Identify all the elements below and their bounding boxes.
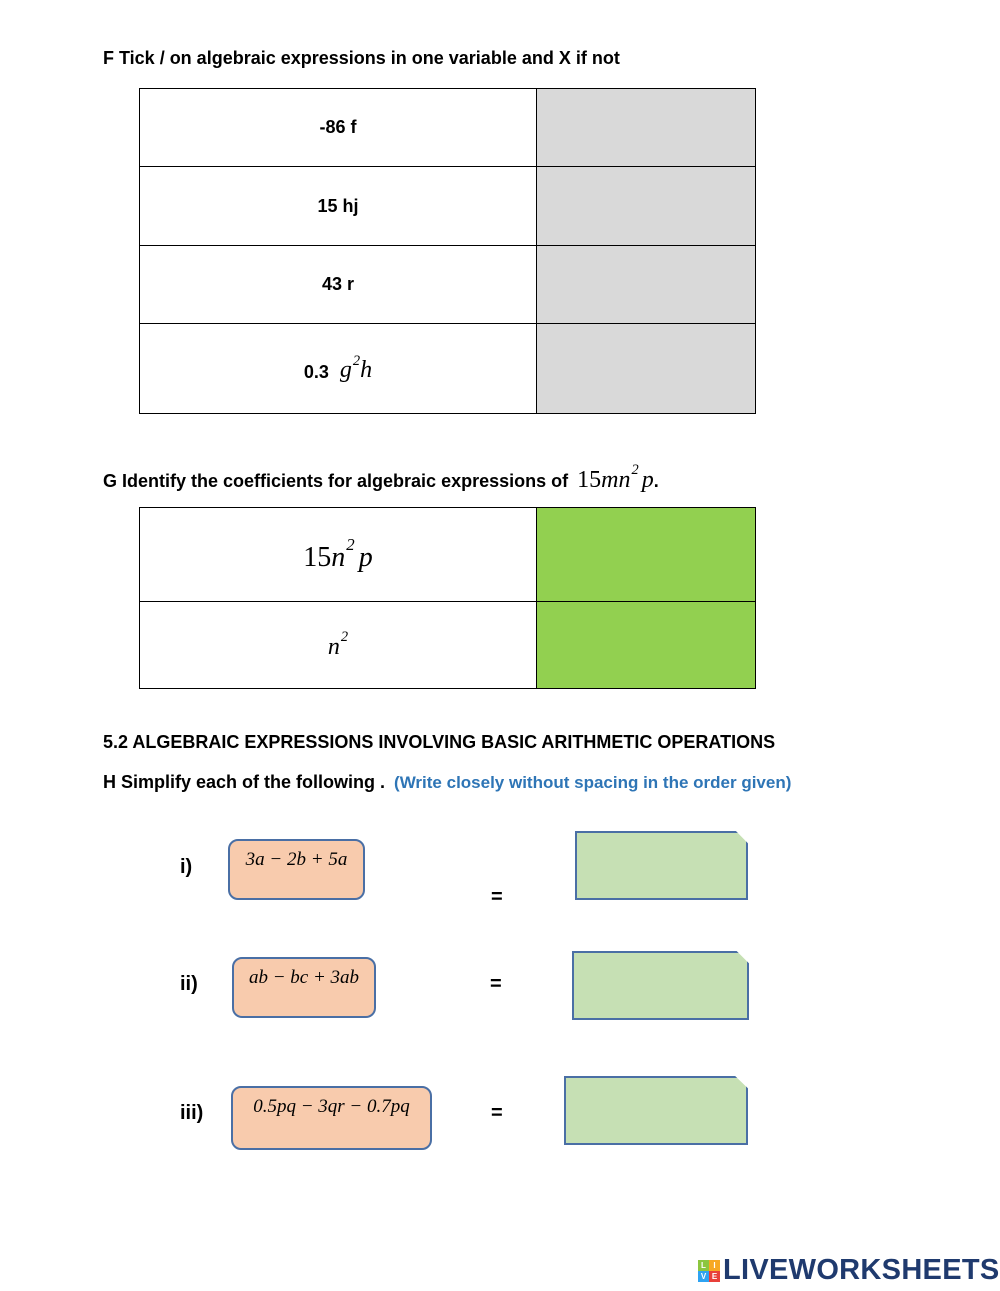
section-g-title xyxy=(103,462,659,494)
expression-math xyxy=(339,352,373,384)
expression-cell xyxy=(140,324,537,414)
expression-box xyxy=(232,957,376,1018)
coefficient-answer-field[interactable] xyxy=(537,602,756,689)
logo-icon-letter: E xyxy=(709,1271,720,1282)
math-variable: n xyxy=(327,633,340,660)
table-row xyxy=(140,508,756,602)
expression-coefficient: 0.3 xyxy=(303,361,329,382)
section-h-title-text: H Simplify each of the following . xyxy=(103,772,386,792)
tick-answer-field[interactable] xyxy=(537,324,756,414)
math-number: 15 xyxy=(303,541,332,573)
expression-cell: 43 r xyxy=(140,246,537,324)
table-row xyxy=(140,602,756,689)
item-label: ii) xyxy=(180,973,198,995)
title-period: . xyxy=(653,470,659,491)
tick-answer-field[interactable] xyxy=(537,246,756,324)
section-h-note: (Write closely without spacing in the order given) xyxy=(394,773,792,792)
section-h-title xyxy=(103,772,791,793)
section-g-title-text: G Identify the coefficients for algebraic expressions of xyxy=(103,470,569,491)
logo-text: LIVEWORKSHEETS xyxy=(723,1254,1000,1286)
math-exponent: 2 xyxy=(631,462,639,478)
expression-box xyxy=(228,839,365,900)
section-52-title: 5.2 ALGEBRAIC EXPRESSIONS INVOLVING BASIC ARITHMETIC OPERATIONS xyxy=(103,732,776,752)
table-row xyxy=(140,167,756,246)
math-variable: p xyxy=(358,541,373,573)
logo-icon-letter: I xyxy=(709,1260,720,1271)
table-row xyxy=(140,324,756,414)
item-label: i) xyxy=(180,856,193,878)
table-row xyxy=(140,246,756,324)
answer-input[interactable] xyxy=(564,1076,748,1145)
expression-text: 0.5pq − 3qr − 0.7pq xyxy=(253,1096,410,1117)
math-number: 15 xyxy=(577,466,602,493)
expression-variable: h xyxy=(360,357,373,384)
logo-icon-letter: L xyxy=(698,1260,709,1271)
section-g-table xyxy=(139,507,756,689)
math-variable: n xyxy=(331,541,346,573)
coefficient-answer-field[interactable] xyxy=(537,508,756,602)
math-exponent: 2 xyxy=(346,535,355,555)
math-variable: mn xyxy=(601,466,631,493)
math-variable: p xyxy=(641,466,654,493)
tick-answer-field[interactable] xyxy=(537,167,756,246)
logo-icon xyxy=(698,1260,720,1282)
answer-input[interactable] xyxy=(572,951,749,1020)
tick-answer-field[interactable] xyxy=(537,89,756,167)
table-row xyxy=(140,89,756,167)
term-cell xyxy=(140,508,537,602)
equals-sign: = xyxy=(490,973,502,995)
term-math xyxy=(303,535,373,573)
math-exponent: 2 xyxy=(340,629,349,646)
equals-sign: = xyxy=(491,886,503,908)
term-cell xyxy=(140,602,537,689)
expression-variable: g xyxy=(339,357,352,384)
expression-text: 3a − 2b + 5a xyxy=(245,849,348,870)
equals-sign: = xyxy=(491,1102,503,1124)
expression-exponent: 2 xyxy=(352,352,361,369)
liveworksheets-logo xyxy=(698,1254,1000,1287)
expression-text: ab − bc + 3ab xyxy=(248,967,360,988)
answer-input[interactable] xyxy=(575,831,748,900)
expression-cell: 15 hj xyxy=(140,167,537,246)
section-f-table xyxy=(139,88,756,414)
term-math xyxy=(327,629,349,660)
expression-cell: -86 f xyxy=(140,89,537,167)
logo-icon-letter: V xyxy=(698,1271,709,1282)
item-label: iii) xyxy=(180,1102,204,1124)
expression-box xyxy=(231,1086,432,1150)
title-math-expression xyxy=(577,462,654,493)
section-f-title: F Tick / on algebraic expressions in one variable and X if not xyxy=(103,48,620,68)
